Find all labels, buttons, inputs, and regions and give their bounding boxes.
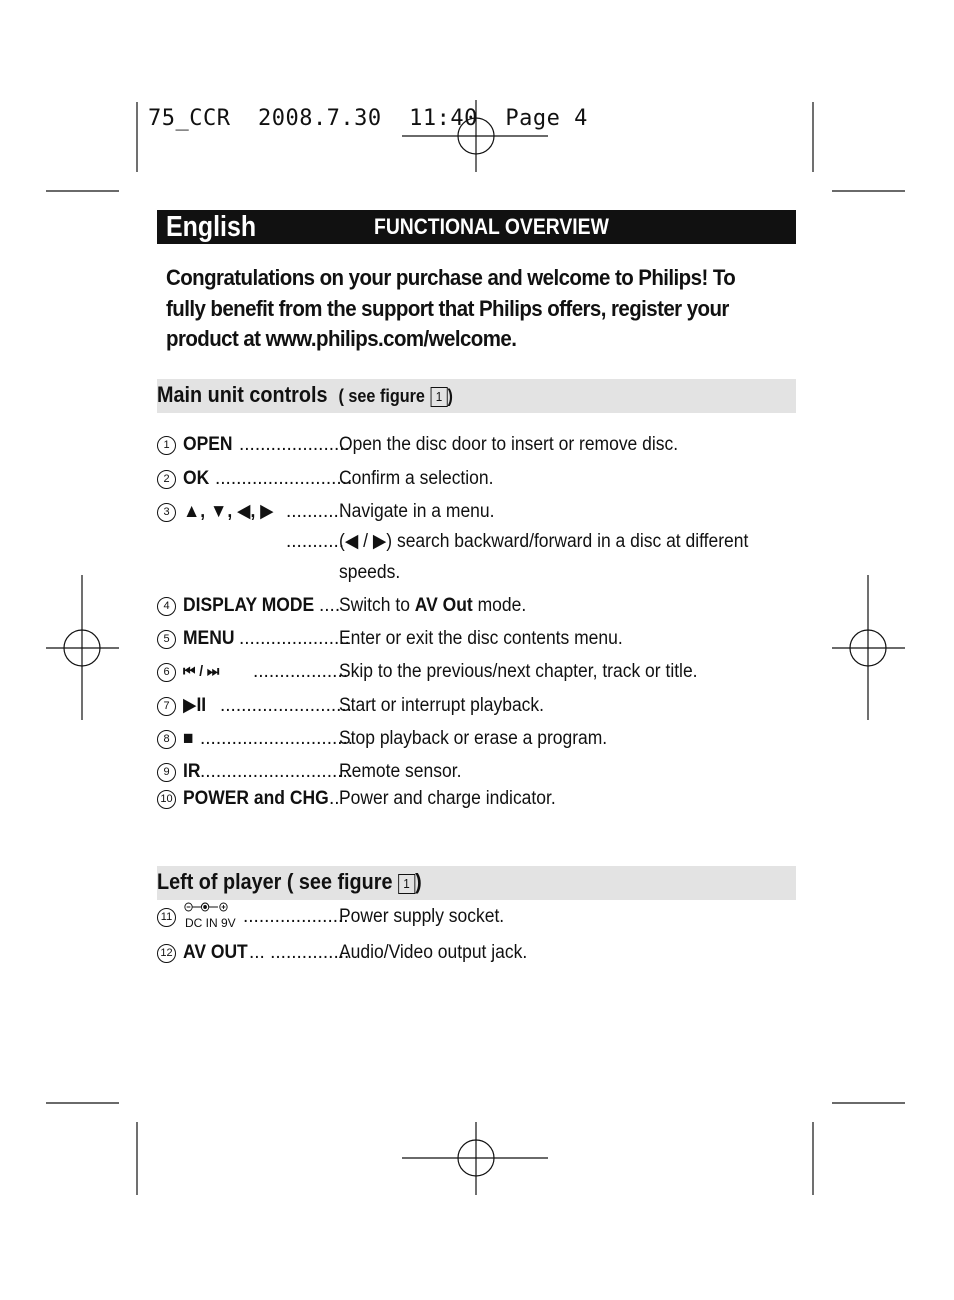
- leader-dots: ... ...............: [249, 942, 350, 963]
- item-number: 8: [157, 730, 176, 749]
- item-number: 3: [157, 503, 176, 522]
- list-item: [157, 466, 817, 492]
- item-description: Confirm a selection.: [339, 468, 494, 489]
- figure-ref-box: 1: [398, 874, 415, 894]
- leader-dots: .............................: [200, 761, 354, 782]
- item-number: 5: [157, 630, 176, 649]
- item-description: speeds.: [339, 562, 401, 583]
- see-figure-text: ( see figure: [338, 386, 425, 406]
- item-key: AV OUT: [183, 942, 248, 963]
- left-of-player-title: Left of player ( see figure: [157, 869, 393, 894]
- leader-dots: .....................: [239, 434, 350, 455]
- section-title: FUNCTIONAL OVERVIEW: [374, 214, 609, 239]
- list-item-continuation: [157, 529, 817, 555]
- leader-dots: .....................: [239, 628, 350, 649]
- item-number: 7: [157, 697, 176, 716]
- close-paren: ): [447, 386, 453, 406]
- list-item: [157, 904, 817, 930]
- item-description: Power and charge indicator.: [339, 788, 556, 809]
- list-item-continuation: [157, 560, 817, 586]
- print-slug: 75_CCR 2008.7.30 11:40 Page 4: [148, 106, 588, 131]
- list-item: [157, 659, 817, 685]
- item-number: 2: [157, 470, 176, 489]
- leader-dots: ...........: [286, 531, 345, 552]
- main-controls-title: Main unit controls: [157, 382, 328, 407]
- item-description: (◀ / ▶) search backward/forward in a disc at different: [339, 531, 749, 552]
- close-paren: ): [415, 869, 422, 894]
- item-number: 12: [157, 944, 176, 963]
- main-controls-heading: [157, 379, 796, 413]
- leader-dots: ..: [329, 788, 340, 809]
- list-item: [157, 432, 817, 458]
- list-item: [157, 786, 817, 812]
- leader-dots: ....: [319, 595, 341, 616]
- item-key: POWER and CHG: [183, 788, 329, 809]
- figure-ref-box: 1: [430, 387, 447, 407]
- list-item: [157, 499, 817, 525]
- item-key: MENU: [183, 628, 235, 649]
- item-description: Audio/Video output jack.: [339, 942, 528, 963]
- item-description: Remote sensor.: [339, 761, 462, 782]
- leader-dots: .............................: [200, 728, 354, 749]
- leader-dots: ...........: [286, 501, 345, 522]
- leader-dots: ..................: [253, 661, 349, 682]
- item-key: OPEN: [183, 434, 233, 455]
- list-item: [157, 626, 817, 652]
- item-key: IR: [183, 761, 201, 782]
- item-description: Navigate in a menu.: [339, 501, 495, 522]
- list-item: [157, 726, 817, 752]
- list-item: [157, 693, 817, 719]
- leader-dots: .........................: [220, 695, 352, 716]
- header-bar: [157, 210, 796, 244]
- stop-icon: ■: [183, 728, 194, 749]
- item-description: Power supply socket.: [339, 906, 505, 927]
- item-description: Switch to AV Out mode.: [339, 595, 527, 616]
- leader-dots: ..........................: [215, 468, 353, 489]
- item-number: 6: [157, 663, 176, 682]
- item-number: 1: [157, 436, 176, 455]
- item-number: 10: [157, 790, 176, 809]
- skip-prev-next-icon: ⏮ / ⏭: [183, 663, 220, 680]
- item-number: 4: [157, 597, 176, 616]
- item-key: OK: [183, 468, 210, 489]
- navigation-arrows: ▲, ▼, ◀, ▶: [183, 501, 274, 522]
- language-title: English: [166, 211, 257, 243]
- item-description: Stop playback or erase a program.: [339, 728, 608, 749]
- av-out-mode-label: AV Out: [414, 595, 473, 616]
- leader-dots: ....................: [243, 906, 349, 927]
- item-description: Enter or exit the disc contents menu.: [339, 628, 623, 649]
- item-number: 11: [157, 908, 176, 927]
- list-item: [157, 593, 817, 619]
- item-description: Start or interrupt playback.: [339, 695, 545, 716]
- intro-paragraph: Congratulations on your purchase and welcome to Philips! To fully benefit from the support that Philips offers, register your product at www.philips.com/welcome.: [166, 265, 736, 351]
- left-of-player-heading: [157, 866, 796, 900]
- list-item: [157, 759, 817, 785]
- item-key: DISPLAY MODE: [183, 595, 315, 616]
- item-number: 9: [157, 763, 176, 782]
- item-description: Skip to the previous/next chapter, track or title.: [339, 661, 698, 682]
- list-item: [157, 940, 817, 966]
- play-pause-icon: ▶II: [183, 695, 207, 716]
- dc-in-label: DC IN 9V: [185, 916, 236, 930]
- item-description: Open the disc door to insert or remove disc.: [339, 434, 679, 455]
